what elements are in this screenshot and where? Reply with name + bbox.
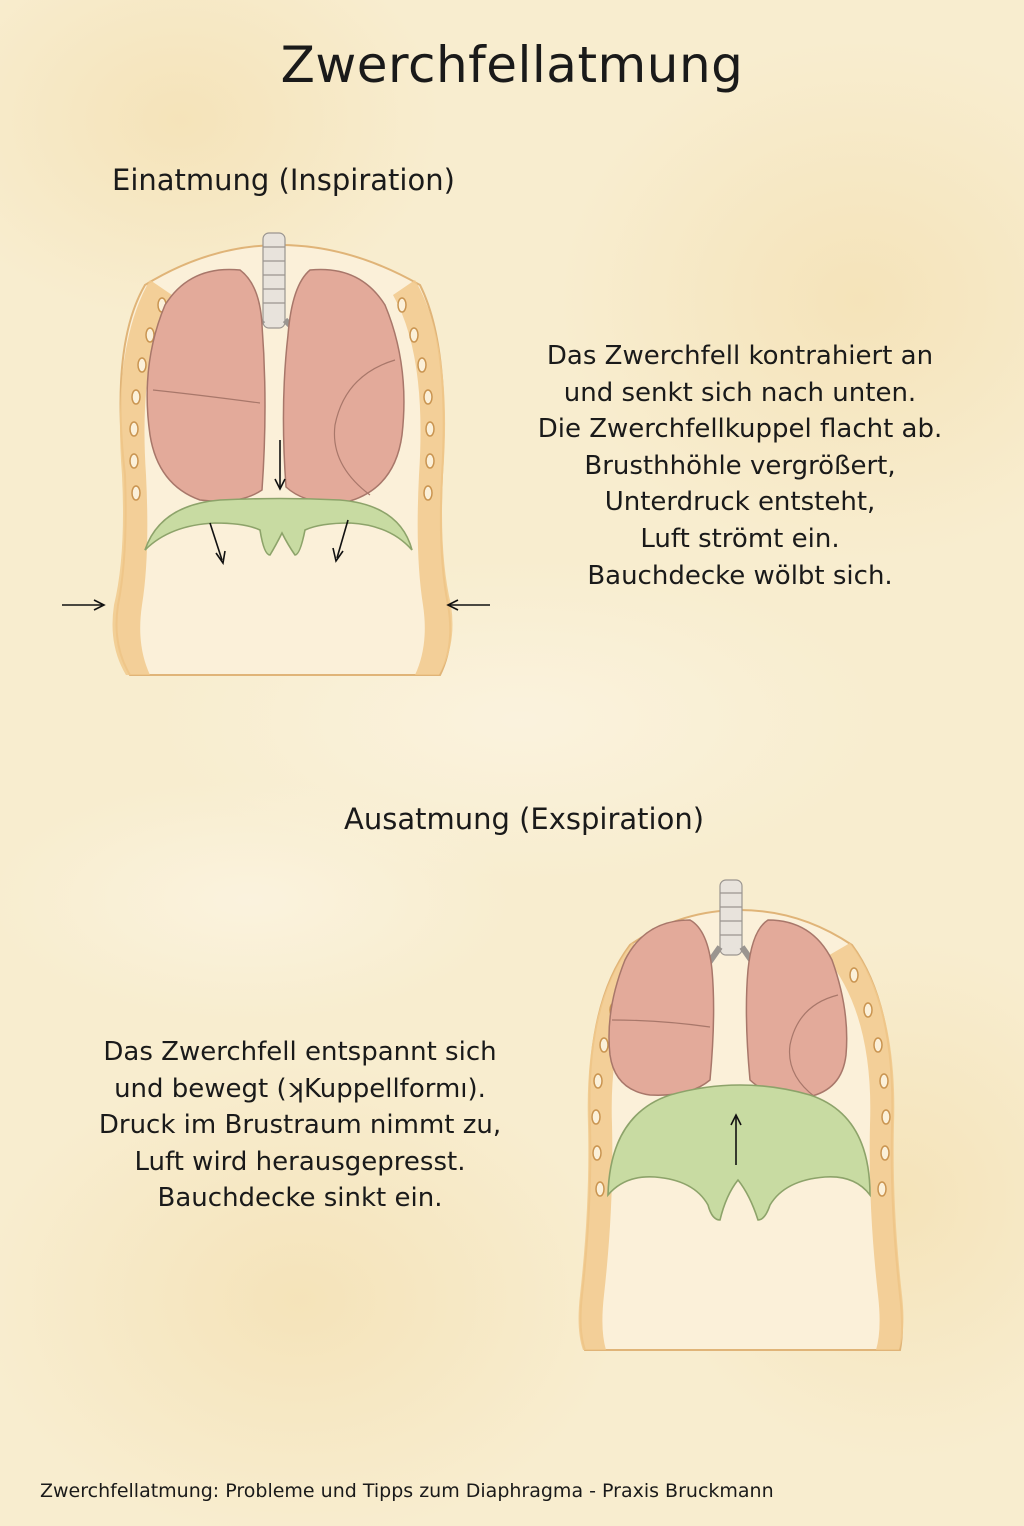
inspiration-line: Bauchdecke wölbt sich. bbox=[587, 560, 893, 591]
footer-caption: Zwerchfellatmung: Probleme und Tipps zum Diaphragma - Praxis Bruckmann bbox=[40, 1480, 774, 1502]
expiration-illustration bbox=[570, 875, 910, 1355]
inspiration-line: Brusthhöhle vergrößert, bbox=[584, 450, 896, 481]
inspiration-line: und senkt sich nach unten. bbox=[563, 377, 917, 408]
inspiration-line: Luft strömt ein. bbox=[640, 523, 840, 554]
expiration-line: Das Zwerchfell entspannt sich bbox=[103, 1037, 497, 1067]
expiration-description bbox=[80, 1034, 520, 1217]
inspiration-description bbox=[520, 338, 960, 594]
expiration-line: Bauchdecke sinkt ein. bbox=[157, 1183, 443, 1214]
page-title: Zwerchfellatmung bbox=[280, 36, 744, 94]
expiration-line: Druck im Brustraum nimmt zu, bbox=[98, 1110, 502, 1141]
inspiration-line: Das Zwerchfell kontrahiert an bbox=[546, 341, 934, 371]
left-lung bbox=[609, 920, 714, 1095]
inspiration-line: Die Zwerchfellkuppel flacht ab. bbox=[537, 414, 943, 445]
left-lung bbox=[147, 269, 265, 501]
expiration-line: Luft wird herausgepresst. bbox=[134, 1146, 466, 1177]
expiration-line: und bewegt (ʞKuppellformı). bbox=[114, 1073, 486, 1104]
inspiration-line: Unterdruck entsteht, bbox=[604, 487, 876, 518]
inspiration-illustration bbox=[50, 225, 510, 685]
expiration-heading: Ausatmung (Exspiration) bbox=[344, 802, 705, 836]
inspiration-heading: Einatmung (Inspiration) bbox=[112, 163, 455, 197]
